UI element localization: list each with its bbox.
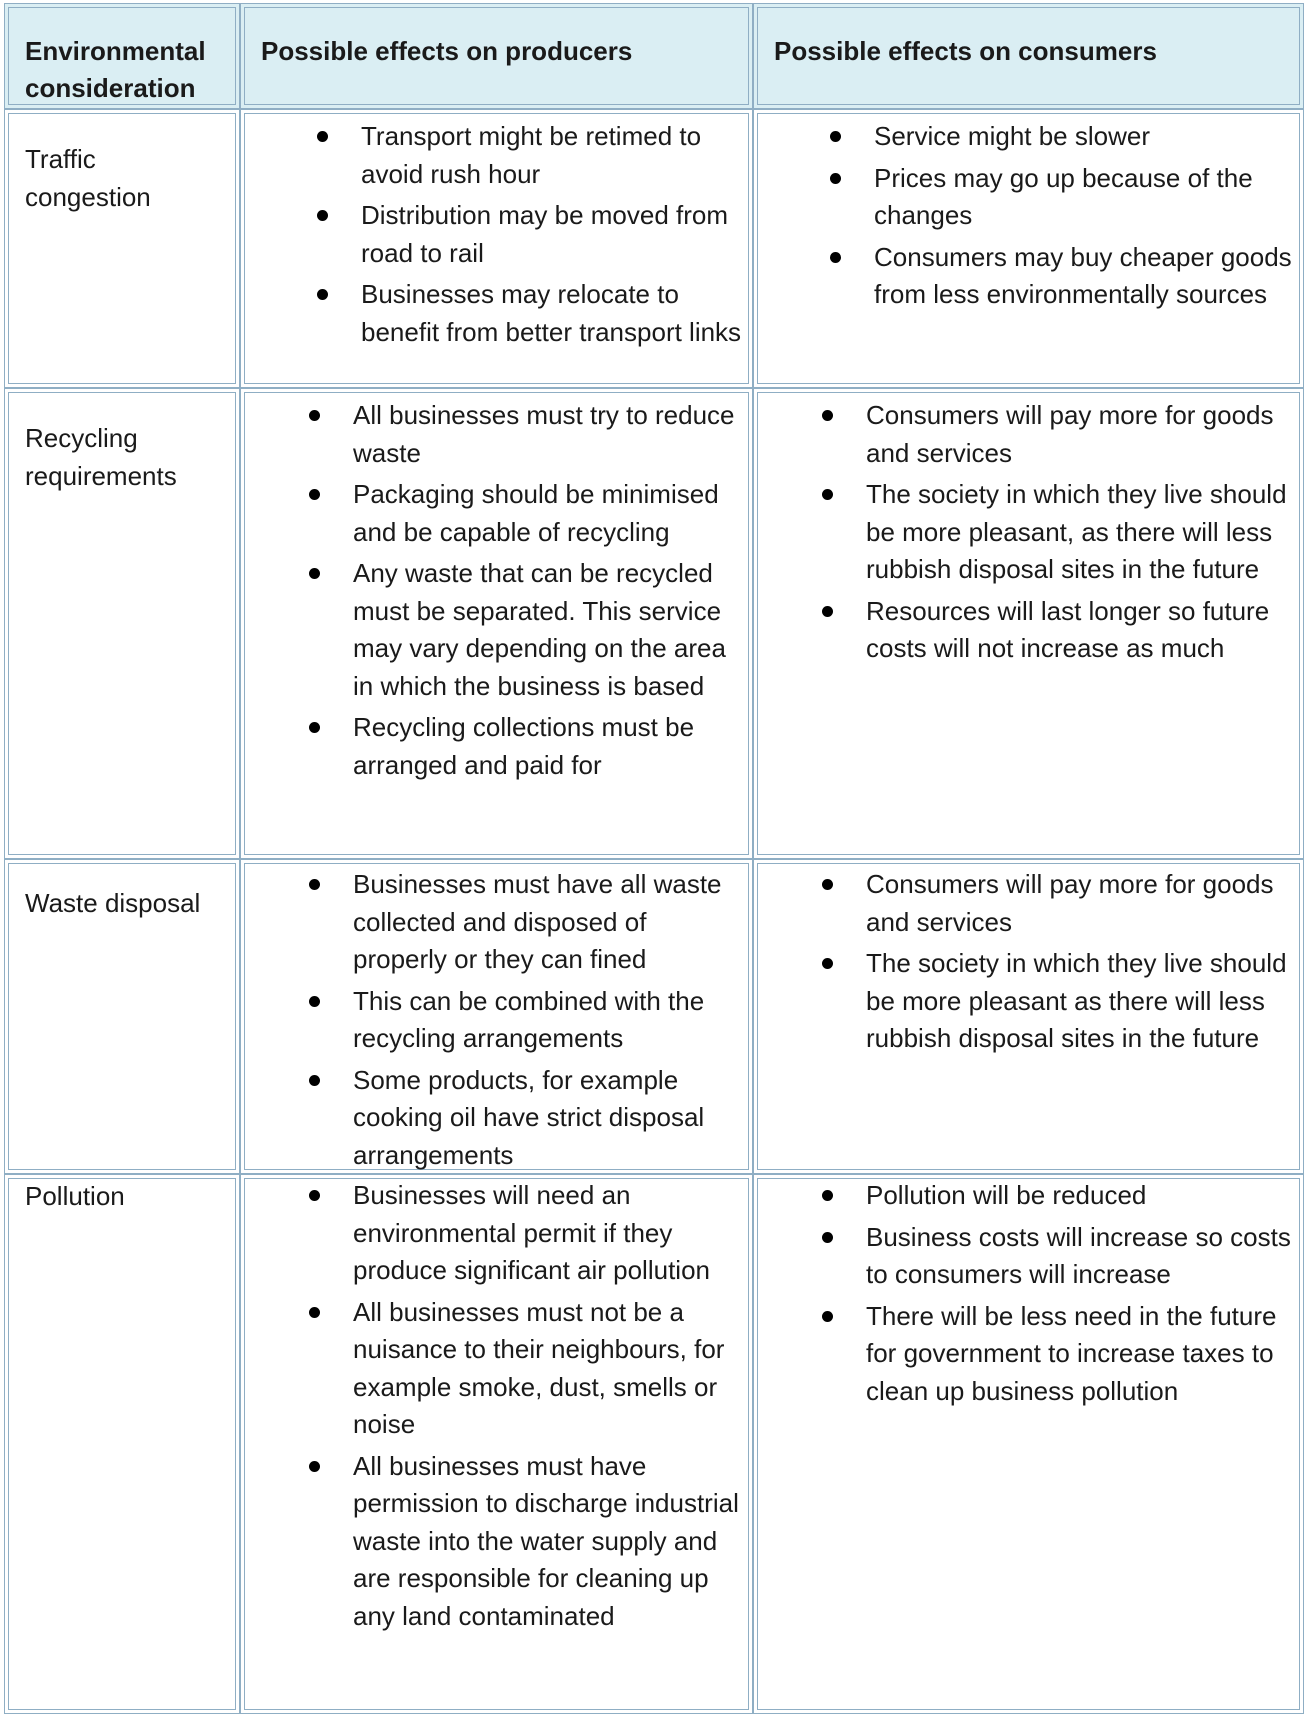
consumers-cell bbox=[753, 109, 1304, 388]
header-consideration: Environmental consideration bbox=[25, 36, 206, 103]
row-label-cell bbox=[4, 388, 240, 859]
header-cell-consumers bbox=[753, 3, 1304, 109]
list-item: Consumers will pay more for goods and services bbox=[822, 397, 1297, 472]
row-label-cell bbox=[4, 859, 240, 1174]
list-item: Resources will last longer so future costs will not increase as much bbox=[822, 593, 1297, 668]
consumers-list bbox=[830, 118, 1297, 318]
list-item: Distribution may be moved from road to rail bbox=[317, 197, 746, 272]
list-item: This can be combined with the recycling arrangements bbox=[309, 983, 746, 1058]
environmental-effects-table bbox=[4, 3, 1304, 1714]
header-consumers: Possible effects on consumers bbox=[774, 36, 1157, 66]
consumers-list bbox=[822, 866, 1297, 1062]
consumers-list bbox=[822, 397, 1297, 672]
list-item: The society in which they live should be more pleasant, as there will less rubbish disposal sites in the future bbox=[822, 476, 1297, 589]
producers-cell bbox=[240, 1174, 753, 1714]
producers-cell bbox=[240, 109, 753, 388]
table-row bbox=[4, 859, 1304, 1174]
list-item: Businesses must have all waste collected and disposed of properly or they can fined bbox=[309, 866, 746, 979]
producers-list bbox=[309, 1177, 746, 1639]
table-row bbox=[4, 1174, 1304, 1714]
list-item: Pollution will be reduced bbox=[822, 1177, 1297, 1215]
producers-cell bbox=[240, 388, 753, 859]
row-label-cell bbox=[4, 109, 240, 388]
list-item: Recycling collections must be arranged and paid for bbox=[309, 709, 746, 784]
consumers-cell bbox=[753, 1174, 1304, 1714]
list-item: All businesses must not be a nuisance to their neighbours, for example smoke, dust, smells or noise bbox=[309, 1294, 746, 1444]
list-item: There will be less need in the future for government to increase taxes to clean up business pollution bbox=[822, 1298, 1297, 1411]
list-item: Business costs will increase so costs to consumers will increase bbox=[822, 1219, 1297, 1294]
table-header-row bbox=[4, 3, 1304, 109]
producers-list bbox=[317, 118, 746, 355]
header-cell-producers bbox=[240, 3, 753, 109]
list-item: Some products, for example cooking oil have strict disposal arrangements bbox=[309, 1062, 746, 1175]
list-item: All businesses must have permission to discharge industrial waste into the water supply and are responsible for cleaning up any land contaminated bbox=[309, 1448, 746, 1636]
list-item: Businesses will need an environmental permit if they produce significant air pollution bbox=[309, 1177, 746, 1290]
row-label: Recycling requirements bbox=[25, 423, 177, 491]
row-label: Traffic congestion bbox=[25, 144, 151, 212]
consumers-cell bbox=[753, 388, 1304, 859]
list-item: All businesses must try to reduce waste bbox=[309, 397, 746, 472]
list-item: Consumers may buy cheaper goods from less environmentally sources bbox=[830, 239, 1297, 314]
list-item: Consumers will pay more for goods and services bbox=[822, 866, 1297, 941]
header-producers: Possible effects on producers bbox=[261, 36, 633, 66]
list-item: Any waste that can be recycled must be separated. This service may vary depending on the area in which the business is based bbox=[309, 555, 746, 705]
consumers-cell bbox=[753, 859, 1304, 1174]
table-row bbox=[4, 388, 1304, 859]
list-item: Transport might be retimed to avoid rush hour bbox=[317, 118, 746, 193]
row-label: Waste disposal bbox=[25, 888, 201, 918]
table-row bbox=[4, 109, 1304, 388]
header-cell-consideration bbox=[4, 3, 240, 109]
list-item: Prices may go up because of the changes bbox=[830, 160, 1297, 235]
producers-cell bbox=[240, 859, 753, 1174]
consumers-list bbox=[822, 1177, 1297, 1414]
list-item: Service might be slower bbox=[830, 118, 1297, 156]
row-label-cell bbox=[4, 1174, 240, 1714]
list-item: Businesses may relocate to benefit from better transport links bbox=[317, 276, 746, 351]
producers-list bbox=[309, 866, 746, 1178]
list-item: Packaging should be minimised and be capable of recycling bbox=[309, 476, 746, 551]
producers-list bbox=[309, 397, 746, 788]
row-label: Pollution bbox=[25, 1181, 125, 1211]
list-item: The society in which they live should be more pleasant as there will less rubbish disposal sites in the future bbox=[822, 945, 1297, 1058]
